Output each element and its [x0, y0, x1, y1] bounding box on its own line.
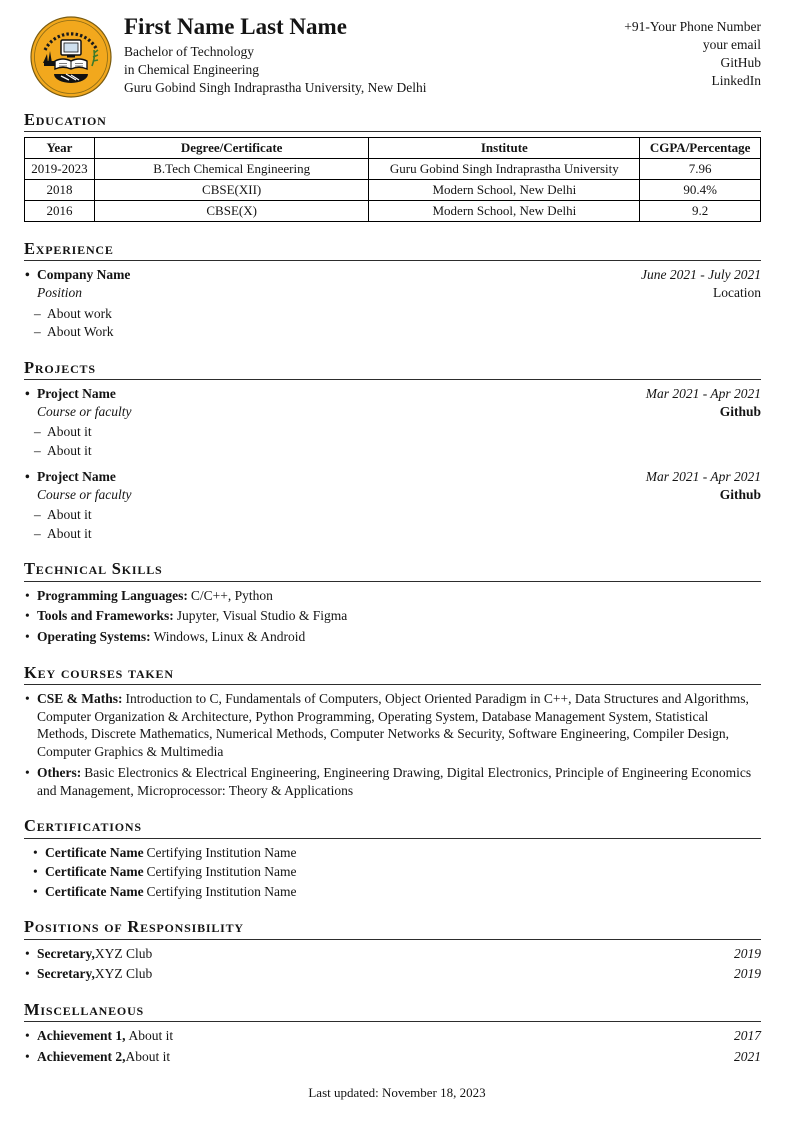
- branch-line: in Chemical Engineering: [124, 62, 259, 78]
- skill-label: Operating Systems:: [37, 628, 151, 644]
- project-name: • Project Name: [24, 385, 634, 403]
- section-key-courses: [24, 662, 761, 800]
- certification-item: [32, 844, 761, 862]
- github-link[interactable]: GitHub: [720, 54, 761, 70]
- project-dates: Mar 2021 - Apr 2021: [645, 469, 761, 485]
- position-item: [24, 945, 761, 963]
- experience-item: [24, 266, 761, 340]
- position-org: XYZ Club: [94, 966, 153, 982]
- section-projects: [24, 357, 761, 543]
- section-education: [24, 109, 761, 222]
- experience-location: Location: [713, 284, 761, 300]
- project-course: Course or faculty: [37, 486, 132, 502]
- cell-institute: Modern School, New Delhi: [369, 180, 640, 201]
- cell-year: 2016: [25, 201, 95, 222]
- project-point: – About it: [34, 506, 761, 524]
- course-group: [24, 690, 761, 760]
- cell-degree: CBSE(X): [94, 201, 369, 222]
- education-table: [24, 137, 761, 222]
- skill-label: Programming Languages:: [37, 587, 188, 603]
- project-dates: Mar 2021 - Apr 2021: [645, 386, 761, 402]
- position-item: [24, 965, 761, 983]
- project-point: – About it: [34, 525, 761, 543]
- section-miscellaneous: [24, 999, 761, 1066]
- cell-year: 2019-2023: [25, 159, 95, 180]
- position-role: Secretary,: [37, 966, 95, 982]
- skill-line: [24, 628, 761, 646]
- experience-point: – About work: [34, 305, 761, 323]
- cell-cgpa: 7.96: [640, 159, 761, 180]
- technical-skills-title: Technical Skills: [24, 558, 761, 581]
- phone-link[interactable]: +91-Your Phone Number: [624, 19, 761, 34]
- last-updated-note: Last updated: November 18, 2023: [308, 1085, 486, 1101]
- project-item: [24, 468, 761, 542]
- certificate-issuer: Certifying Institution Name: [146, 883, 297, 899]
- certifications-title: Certifications: [24, 815, 761, 838]
- cell-institute: Modern School, New Delhi: [369, 201, 640, 222]
- table-row: [25, 159, 761, 180]
- university-line: Guru Gobind Singh Indraprastha University, New Delhi: [124, 80, 427, 96]
- skill-value: Jupyter, Visual Studio & Figma: [176, 608, 348, 624]
- table-row: [25, 201, 761, 222]
- cell-year: 2018: [25, 180, 95, 201]
- miscellaneous-title: Miscellaneous: [24, 999, 761, 1022]
- projects-title: Projects: [24, 357, 761, 380]
- education-title: Education: [24, 109, 761, 132]
- col-institute: Institute: [369, 138, 640, 159]
- ggsipu-emblem-icon: [30, 16, 112, 98]
- cell-cgpa: 90.4%: [640, 180, 761, 201]
- achievement-year: 2017: [734, 1028, 761, 1044]
- project-item: [24, 385, 761, 459]
- degree-line: Bachelor of Technology: [124, 44, 255, 60]
- position-title: Position: [37, 284, 83, 300]
- certificate-issuer: Certifying Institution Name: [146, 844, 297, 860]
- position-year: 2019: [734, 966, 761, 982]
- section-experience: [24, 238, 761, 341]
- col-degree: Degree/Certificate: [94, 138, 369, 159]
- achievement-item: [24, 1027, 761, 1045]
- project-github-link[interactable]: Github: [719, 403, 761, 419]
- project-point: – About it: [34, 423, 761, 441]
- header-identity: [118, 14, 624, 97]
- course-group-label: Others:: [37, 765, 82, 781]
- certification-item: [32, 883, 761, 901]
- skill-label: Tools and Frameworks:: [37, 608, 174, 624]
- key-courses-title: Key courses taken: [24, 662, 761, 685]
- university-logo: [30, 16, 112, 98]
- position-role: Secretary,: [37, 945, 95, 961]
- achievement-desc: About it: [125, 1048, 171, 1064]
- cell-degree: B.Tech Chemical Engineering: [94, 159, 369, 180]
- experience-dates: June 2021 - July 2021: [641, 267, 761, 283]
- achievement-item: [24, 1048, 761, 1066]
- position-year: 2019: [734, 945, 761, 961]
- header-contact: [624, 14, 761, 90]
- col-year: Year: [25, 138, 95, 159]
- skill-line: [24, 607, 761, 625]
- course-group-value: Basic Electronics & Electrical Engineering, Engineering Drawing, Digital Electronics, Principle of Engineering Economics and Management, Microprocessor: Theory & Applications: [37, 765, 752, 798]
- table-row: [25, 180, 761, 201]
- experience-title: Experience: [24, 238, 761, 261]
- project-course: Course or faculty: [37, 403, 132, 419]
- cell-degree: CBSE(XII): [94, 180, 369, 201]
- course-group-value: Introduction to C, Fundamentals of Computers, Object Oriented Paradigm in C++, Data Structures and Algorithms, Computer Organization & Architecture, Python Programming, Operating System, Database Management System, Statistical Methods, Discrete Mathematics, Numerical Methods, Computer Networks & Security, Software Engineering, Compiler Design, Computer Graphics & Multimedia: [37, 690, 749, 759]
- project-github-link[interactable]: Github: [719, 486, 761, 502]
- col-cgpa: CGPA/Percentage: [640, 138, 761, 159]
- position-org: XYZ Club: [94, 945, 153, 961]
- section-certifications: [24, 815, 761, 900]
- achievement-label: Achievement 1,: [37, 1028, 126, 1044]
- course-group: [24, 764, 761, 799]
- skill-value: C/C++, Python: [190, 587, 273, 603]
- certification-item: [32, 863, 761, 881]
- project-points: [24, 423, 761, 459]
- header: [24, 14, 761, 98]
- certificate-issuer: Certifying Institution Name: [146, 864, 297, 880]
- positions-title: Positions of Responsibility: [24, 916, 761, 939]
- project-points: [24, 506, 761, 542]
- certificate-name: Certificate Name: [45, 844, 144, 860]
- achievement-year: 2021: [734, 1048, 761, 1064]
- course-group-label: CSE & Maths:: [37, 690, 123, 706]
- achievement-desc: About it: [128, 1028, 174, 1044]
- linkedin-link[interactable]: LinkedIn: [711, 72, 761, 88]
- certificate-name: Certificate Name: [45, 864, 144, 880]
- email-link[interactable]: your email: [702, 36, 761, 52]
- experience-point: – About Work: [34, 323, 761, 341]
- candidate-name: First Name Last Name: [124, 14, 347, 39]
- achievement-label: Achievement 2,: [37, 1048, 126, 1064]
- skill-value: Windows, Linux & Android: [153, 628, 306, 644]
- education-header-row: [25, 138, 761, 159]
- certificate-name: Certificate Name: [45, 883, 144, 899]
- cell-cgpa: 9.2: [640, 201, 761, 222]
- project-point: – About it: [34, 442, 761, 460]
- company-name: • Company Name: [24, 266, 629, 284]
- skill-line: [24, 587, 761, 605]
- project-name: • Project Name: [24, 468, 634, 486]
- section-technical-skills: [24, 558, 761, 645]
- experience-points: [24, 305, 761, 341]
- section-positions: [24, 916, 761, 983]
- cell-institute: Guru Gobind Singh Indraprastha University: [369, 159, 640, 180]
